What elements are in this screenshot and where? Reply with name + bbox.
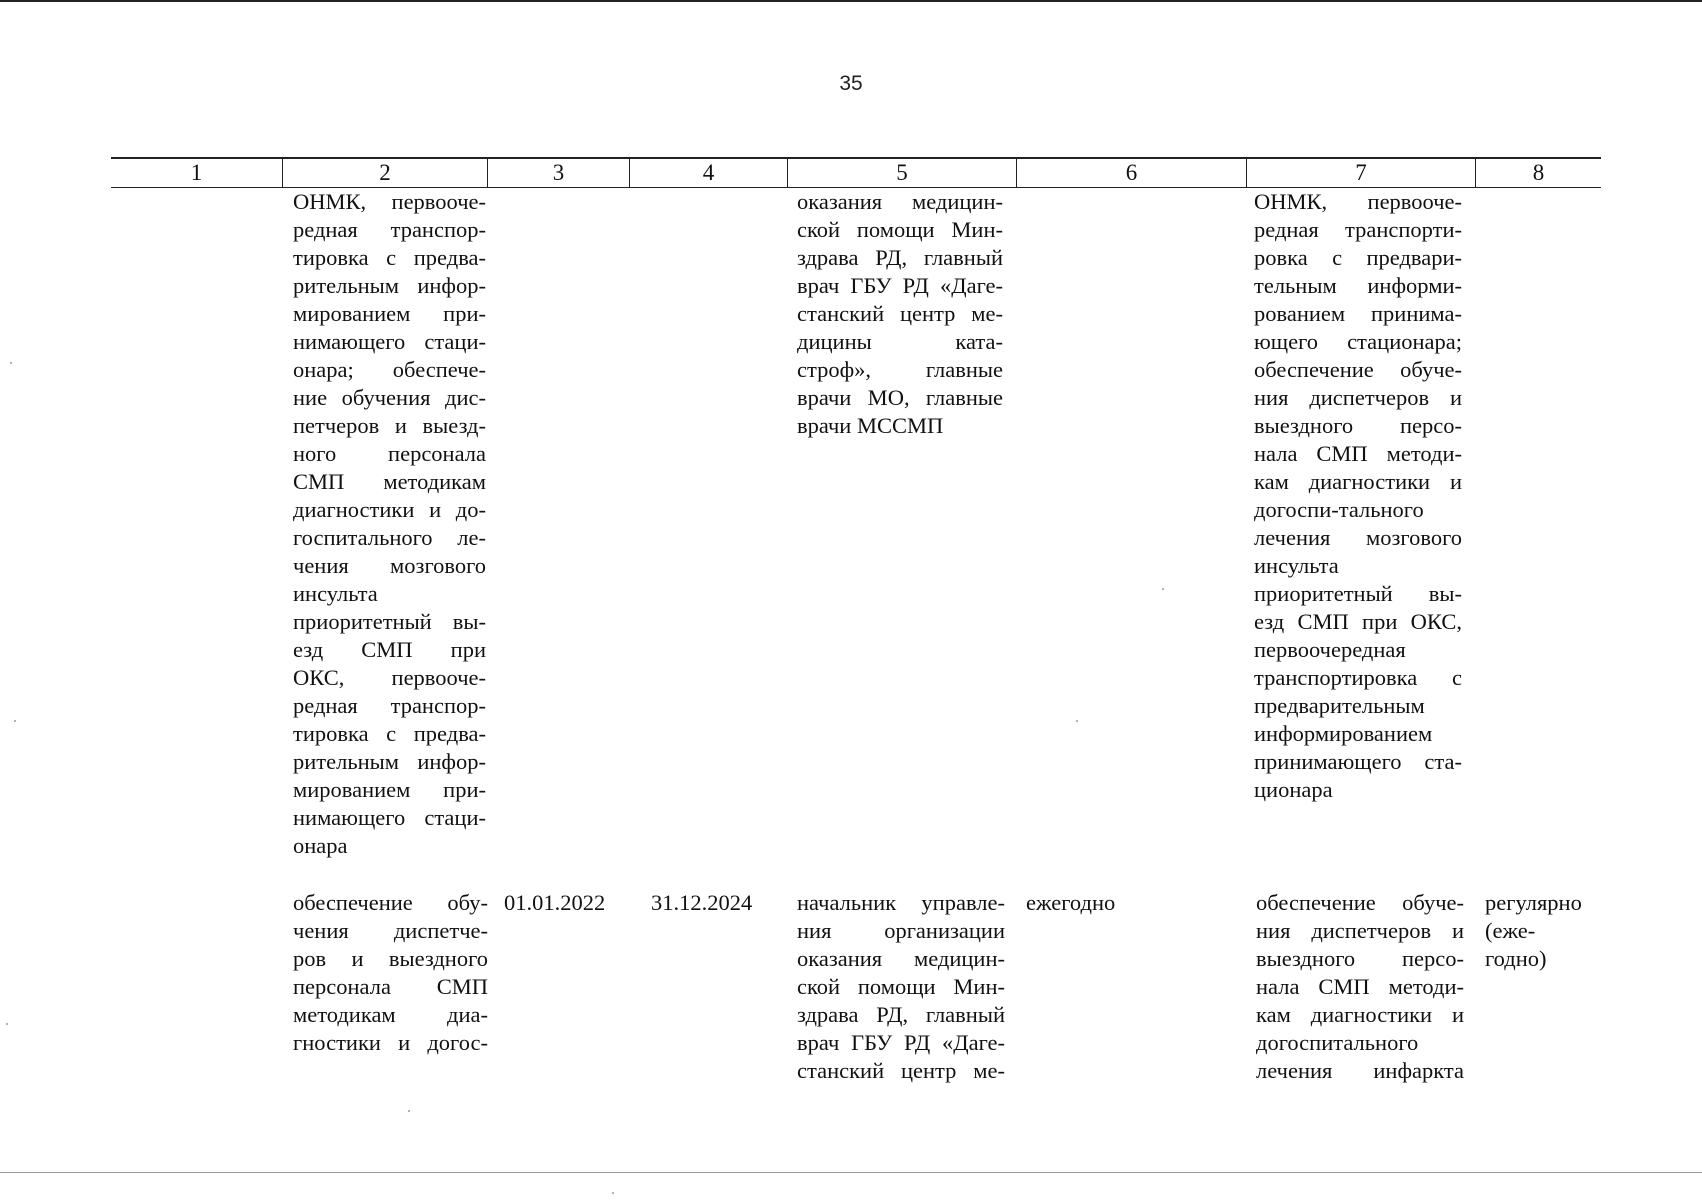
text-line: тировка с предва- — [293, 245, 486, 270]
column-header-8: 8 — [1475, 159, 1601, 187]
row2-col2-cell — [293, 889, 488, 1057]
text-line: нала СМП методи- — [1254, 441, 1462, 466]
text-line: мированием при- — [293, 777, 486, 802]
text-line: ОНМК, первооче- — [293, 189, 486, 214]
text-line: дицины ката- — [797, 329, 1003, 354]
text-line: ния диспетчеров и — [1256, 918, 1464, 943]
text-line: начальник управле- — [797, 890, 1005, 915]
text-line: тировка с предва- — [293, 721, 486, 746]
text-line: редная транспор- — [293, 217, 486, 242]
text-line: езд СМП при ОКС, — [1254, 609, 1462, 634]
text-line: рительным инфор- — [293, 749, 486, 774]
scan-speck — [14, 720, 16, 722]
text-line: редная транспор- — [293, 693, 486, 718]
text-line: чения мозгового — [293, 553, 486, 578]
text-line: езд СМП при — [293, 637, 486, 662]
text-line: ской помощи Мин- — [797, 974, 1005, 999]
row2-col3-start-date: 01.01.2022 — [504, 890, 606, 915]
text-line: приоритетный вы- — [293, 609, 486, 634]
text-line: рованием принима- — [1254, 301, 1462, 326]
text-line: годно) — [1485, 946, 1547, 971]
text-line: онара; обеспече- — [293, 357, 486, 382]
text-line: нала СМП методи- — [1256, 974, 1464, 999]
text-line: регулярно — [1485, 890, 1582, 915]
text-line: кам диагностики и — [1254, 469, 1462, 494]
text-line: ние обучения дис- — [293, 385, 486, 410]
text-line: ния организации — [797, 918, 1005, 943]
text-line: врачи МО, главные — [797, 385, 1003, 410]
column-header-4: 4 — [629, 159, 787, 187]
scan-edge-top — [0, 0, 1702, 2]
text-line: принимающего ста- — [1254, 749, 1462, 774]
text-line: выездного персо- — [1256, 946, 1464, 971]
column-header-1: 1 — [190, 160, 203, 185]
text-line: строф», главные — [797, 357, 1003, 382]
text-line: врачи МССМП — [797, 413, 944, 438]
text-line: догоспи-тального — [1254, 497, 1424, 522]
column-header-7: 7 — [1246, 159, 1475, 187]
row1-col2-cell — [293, 188, 486, 860]
text-line: ционара — [1254, 777, 1333, 802]
page-number: 35 — [839, 72, 863, 95]
text-line: транспортировка с — [1254, 665, 1462, 690]
scan-speck — [408, 1110, 410, 1112]
column-header-2: 2 — [282, 159, 487, 187]
column-header-5: 5 — [787, 159, 1016, 187]
text-line: врач ГБУ РД «Даге- — [797, 1030, 1005, 1055]
text-line: ской помощи Мин- — [797, 217, 1003, 242]
text-line: персонала СМП — [293, 974, 488, 999]
scan-speck — [1076, 720, 1078, 722]
text-line: предварительным — [1254, 693, 1425, 718]
text-line: приоритетный вы- — [1254, 581, 1462, 606]
text-line: инсульта — [293, 581, 378, 606]
text-line: станский центр ме- — [797, 1058, 1005, 1083]
text-line: ющего стационара; — [1254, 329, 1462, 354]
text-line: врач ГБУ РД «Даге- — [797, 273, 1003, 298]
scan-speck — [10, 362, 12, 364]
text-line: нимающего стаци- — [293, 329, 486, 354]
row1-col7-cell — [1254, 188, 1462, 804]
text-line: мированием при- — [293, 301, 486, 326]
text-line: тельным информи- — [1254, 273, 1462, 298]
text-line: лечения мозгового — [1254, 525, 1462, 550]
text-line: ния диспетчеров и — [1254, 385, 1462, 410]
text-line: рительным инфор- — [293, 273, 486, 298]
text-line: ровка с предвари- — [1254, 245, 1462, 270]
text-line: редная транспорти- — [1254, 217, 1462, 242]
text-line: нимающего стаци- — [293, 805, 486, 830]
text-line: обеспечение обу- — [293, 890, 488, 915]
scan-edge-bottom — [0, 1172, 1702, 1173]
row2-col4-end-date: 31.12.2024 — [651, 890, 753, 915]
text-line: кам диагностики и — [1256, 1002, 1464, 1027]
text-line: обеспечение обуче- — [1256, 890, 1464, 915]
row1-col5-cell — [797, 188, 1003, 440]
row2-col8-cell — [1485, 889, 1595, 973]
text-line: здрава РД, главный — [797, 245, 1003, 270]
scan-speck — [6, 1023, 8, 1025]
text-line: ров и выездного — [293, 946, 488, 971]
text-line: станский центр ме- — [797, 301, 1003, 326]
scan-speck — [612, 1192, 614, 1194]
text-line: госпитального ле- — [293, 525, 486, 550]
text-line: методикам диа- — [293, 1002, 488, 1027]
text-line: ного персонала — [293, 441, 486, 466]
table-header-row — [111, 157, 1601, 188]
text-line: инсульта — [1254, 553, 1339, 578]
text-line: чения диспетче- — [293, 918, 488, 943]
row2-col5-cell — [797, 889, 1005, 1085]
row2-col7-cell — [1256, 889, 1464, 1085]
text-line: первоочередная — [1254, 637, 1406, 662]
column-header-6: 6 — [1016, 159, 1246, 187]
column-header-3: 3 — [487, 159, 629, 187]
row2-col6-frequency: ежегодно — [1026, 890, 1116, 915]
text-line: СМП методикам — [293, 469, 486, 494]
text-line: выездного персо- — [1254, 413, 1462, 438]
text-line: диагностики и до- — [293, 497, 486, 522]
text-line: гностики и догос- — [293, 1030, 488, 1055]
text-line: онара — [293, 833, 348, 858]
text-line: (еже- — [1485, 918, 1536, 943]
text-line: догоспитального — [1256, 1030, 1419, 1055]
text-line: ОНМК, первооче- — [1254, 189, 1462, 214]
text-line: здрава РД, главный — [797, 1002, 1005, 1027]
text-line: оказания медицин- — [797, 946, 1005, 971]
text-line: ОКС, первооче- — [293, 665, 486, 690]
scan-speck — [1162, 588, 1164, 590]
text-line: обеспечение обуче- — [1254, 357, 1462, 382]
text-line: петчеров и выезд- — [293, 413, 486, 438]
text-line: оказания медицин- — [797, 189, 1003, 214]
text-line: лечения инфаркта — [1256, 1058, 1464, 1083]
text-line: информированием — [1254, 721, 1433, 746]
